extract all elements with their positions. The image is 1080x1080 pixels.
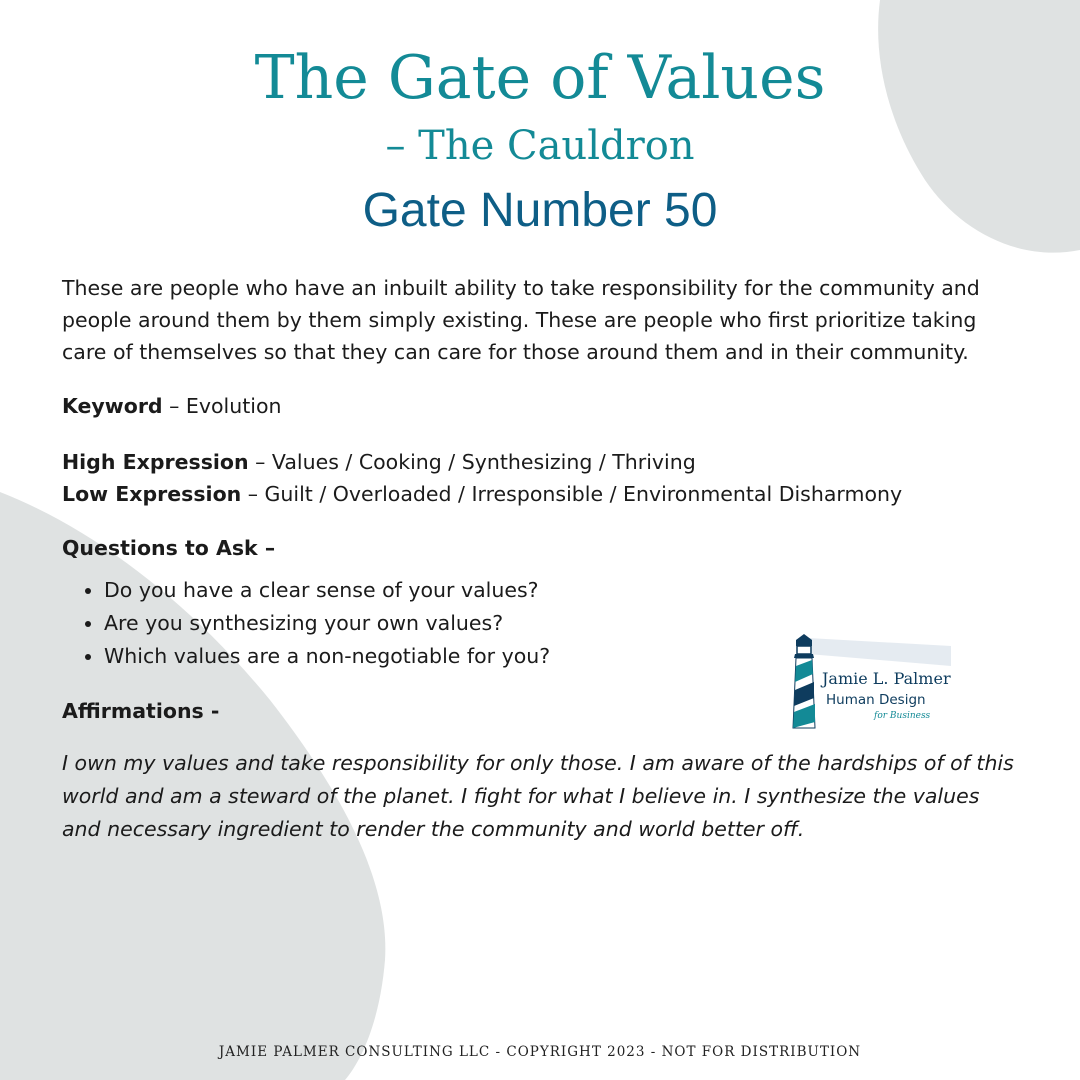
- logo-name: Jamie L. Palmer: [822, 669, 951, 688]
- logo-line2: Human Design: [826, 692, 926, 708]
- logo-line3: for Business: [874, 711, 931, 721]
- questions-heading: Questions to Ask –: [62, 536, 276, 560]
- keyword-label: Keyword: [62, 394, 163, 418]
- low-expression-line: [62, 478, 1022, 510]
- header: [0, 40, 1080, 246]
- affirmations-text: I own my values and take responsibility for only those. I am aware of the hardships of of this world and am a steward of the planet. I fight for what I believe in. I synthesize the values and necessary ingredient to render the community and world better off.: [62, 751, 1014, 841]
- list-item: • Do you have a clear sense of your values?: [104, 574, 1022, 607]
- content: [62, 272, 1022, 846]
- intro-paragraph: These are people who have an inbuilt ability to take responsibility for the community and people around them by them simply existing. These are people who first prioritize taking care of themselves so that they can care for those around them and in their community.: [62, 276, 980, 364]
- high-expression-line: [62, 446, 1022, 478]
- list-item: • Are you synthesizing your own values?: [104, 607, 1022, 640]
- high-expression-label: High Expression: [62, 450, 249, 474]
- footer: JAMIE PALMER CONSULTING LLC - COPYRIGHT 2023 - NOT FOR DISTRIBUTION: [218, 1044, 862, 1060]
- low-expression-value: – Guilt / Overloaded / Irresponsible / Environmental Disharmony: [241, 482, 903, 506]
- affirmations-heading: Affirmations -: [62, 699, 220, 723]
- lighthouse-icon: [796, 634, 812, 646]
- keyword-value: – Evolution: [162, 394, 282, 418]
- gate-number: Gate Number 50: [362, 184, 718, 237]
- page-title: The Gate of Values: [254, 43, 826, 113]
- low-expression-label: Low Expression: [62, 482, 242, 506]
- page-subtitle: – The Cauldron: [385, 123, 695, 169]
- light-beam-icon: [808, 638, 951, 666]
- list-item: • Which values are a non-negotiable for you?: [104, 640, 1022, 673]
- keyword-line: [62, 390, 1022, 422]
- lighthouse-logo: [786, 632, 956, 736]
- high-expression-value: – Values / Cooking / Synthesizing / Thriving: [248, 450, 696, 474]
